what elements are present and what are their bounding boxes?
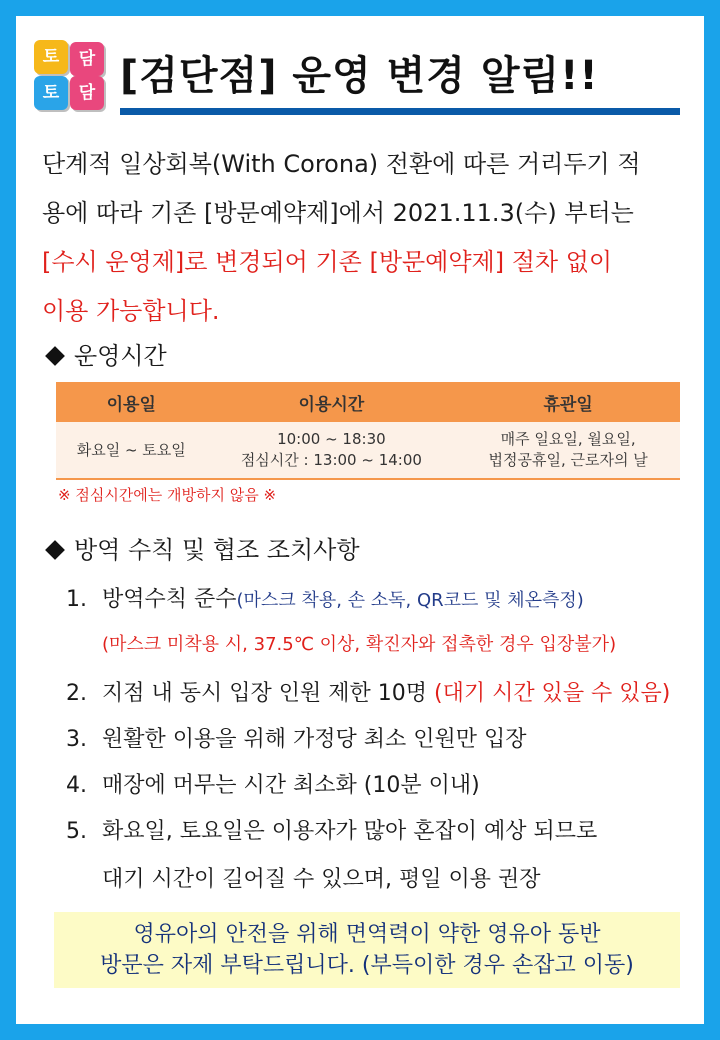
diamond-bullet-icon (45, 540, 65, 560)
page-title: [검단점] 운영 변경 알림!! (120, 53, 599, 99)
rule-5-continued: 대기 시간이 길어질 수 있으며, 평일 이용 권장 (102, 867, 541, 892)
table-row (56, 422, 680, 479)
diamond-bullet-icon (45, 346, 65, 366)
intro-paragraph (42, 140, 692, 336)
title-underline (120, 108, 680, 115)
rule-2-text: 지점 내 동시 입장 인원 제한 10명 (102, 681, 434, 706)
logo-block-1: 토 (34, 40, 68, 74)
rules-heading-label: 방역 수칙 및 협조 조치사항 (74, 536, 360, 564)
closed-line-2: 법정공휴일, 근로자의 날 (488, 451, 648, 469)
rules-heading (42, 530, 360, 565)
infant-safety-notice (54, 912, 680, 988)
rule-3-text: 원활한 이용을 위해 가정당 최소 인원만 입장 (102, 727, 527, 752)
rule-1-restriction: (마스크 미착용 시, 37.5℃ 이상, 확진자와 접촉한 경우 입장불가) (102, 634, 617, 655)
intro-line-1: 단계적 일상회복(With Corona) 전환에 따른 거리두기 적 (42, 150, 641, 178)
list-item: 1. 방역수칙 준수(마스크 착용, 손 소독, QR코드 및 체온측정) (66, 587, 584, 612)
table-header-days: 이용일 (56, 382, 207, 422)
intro-line-3: [수시 운영제]로 변경되어 기존 [방문예약제] 절차 없이 (42, 248, 613, 276)
rule-4-text: 매장에 머무는 시간 최소화 (10분 이내) (102, 773, 480, 798)
time-lunch: 점심시간 : 13:00 ~ 14:00 (240, 451, 422, 469)
list-item: 3. 원활한 이용을 위해 가정당 최소 인원만 입장 (66, 727, 527, 752)
logo-block-2: 담 (70, 42, 104, 76)
time-open: 10:00 ~ 18:30 (277, 430, 386, 448)
list-item: 2. 지점 내 동시 입장 인원 제한 10명 (대기 시간 있을 수 있음) (66, 681, 671, 706)
notice-line-1: 영유아의 안전을 위해 면역력이 약한 영유아 동반 (133, 922, 601, 947)
table-header-time: 이용시간 (207, 382, 457, 422)
closed-line-1: 매주 일요일, 월요일, (500, 430, 636, 448)
rule-5-text: 화요일, 토요일은 이용자가 많아 혼잡이 예상 되므로 (102, 819, 598, 844)
notice-line-2: 방문은 자제 부탁드립니다. (부득이한 경우 손잡고 이동) (100, 953, 634, 978)
hours-heading-label: 운영시간 (74, 342, 167, 370)
logo-block-3: 토 (34, 76, 68, 110)
rule-1-text: 방역수칙 준수 (102, 587, 237, 612)
intro-line-4: 이용 가능합니다. (42, 297, 220, 325)
table-header-closed: 휴관일 (456, 382, 680, 422)
lunch-note: ※ 점심시간에는 개방하지 않음 ※ (58, 486, 277, 504)
rule-2-emphasis: (대기 시간 있을 수 있음) (433, 681, 671, 706)
cell-closed (456, 422, 680, 479)
list-item: 4. 매장에 머무는 시간 최소화 (10분 이내) (66, 773, 480, 798)
intro-line-2: 용에 따라 기존 [방문예약제]에서 2021.11.3(수) 부터는 (42, 199, 634, 227)
hours-table (56, 382, 680, 480)
table-header-row (56, 382, 680, 422)
list-item: 5. 화요일, 토요일은 이용자가 많아 혼잡이 예상 되므로 (66, 819, 598, 844)
hours-heading (42, 336, 167, 371)
cell-days: 화요일 ~ 토요일 (56, 422, 207, 479)
rule-1-detail: (마스크 착용, 손 소독, QR코드 및 체온측정) (236, 590, 584, 611)
todam-logo (32, 38, 108, 114)
logo-block-4: 담 (70, 76, 104, 110)
cell-time (207, 422, 457, 479)
